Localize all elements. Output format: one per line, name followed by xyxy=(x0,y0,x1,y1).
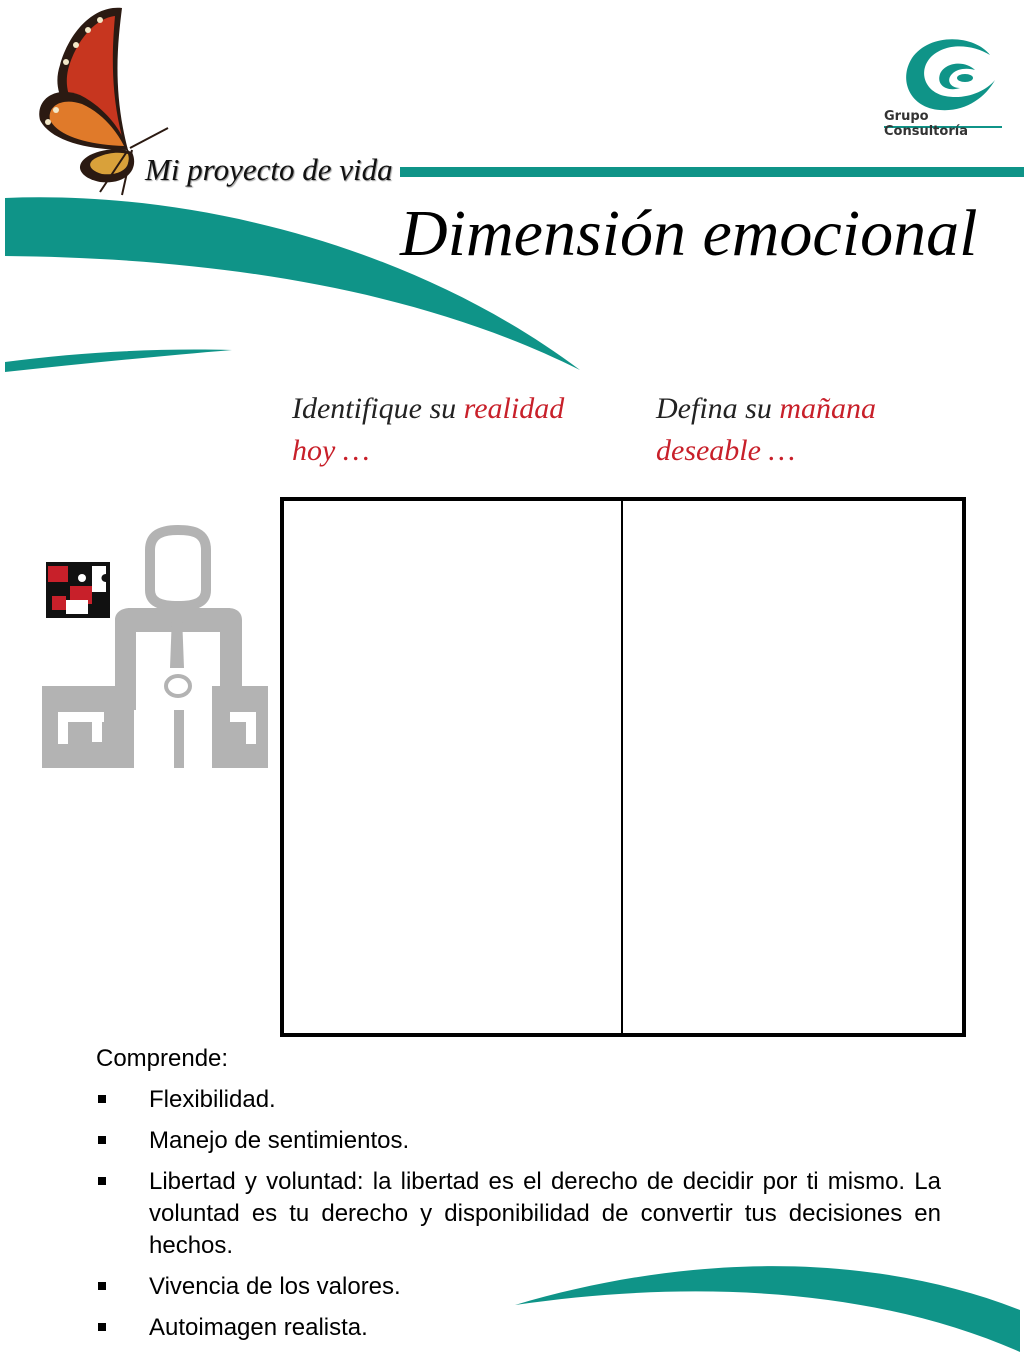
bullet-icon xyxy=(98,1323,106,1331)
answer-box-tomorrow[interactable] xyxy=(621,497,966,1037)
teal-header-bar xyxy=(400,167,1024,177)
column-header-left-ending: hoy … xyxy=(292,434,370,467)
column-header-right xyxy=(656,388,956,472)
page-title: Dimensión emocional xyxy=(400,197,978,270)
list-item xyxy=(96,1166,941,1262)
logo-line-1: Grupo xyxy=(884,109,929,124)
puzzle-icon xyxy=(46,562,110,618)
bullet-icon xyxy=(98,1095,106,1103)
logo-text xyxy=(884,109,994,139)
column-header-right-ending: deseable … xyxy=(656,434,796,467)
list-heading: Comprende: xyxy=(96,1045,229,1072)
bullet-icon xyxy=(98,1136,106,1144)
column-header-right-text: Defina su xyxy=(656,392,780,425)
list-item-text: Autoimagen realista. xyxy=(149,1314,368,1341)
list-item xyxy=(96,1084,941,1116)
answer-box-today[interactable] xyxy=(280,497,623,1037)
logo-line-2: Consultoría xyxy=(884,124,968,139)
bullet-icon xyxy=(98,1177,106,1185)
column-header-left xyxy=(292,388,592,472)
list-item xyxy=(96,1271,941,1303)
list-item-text: Vivencia de los valores. xyxy=(149,1273,401,1300)
list-item-text: Manejo de sentimientos. xyxy=(149,1127,410,1154)
column-header-right-highlight: mañana xyxy=(779,392,876,425)
bullet-icon xyxy=(98,1282,106,1290)
list-item xyxy=(96,1125,941,1157)
list-item xyxy=(96,1312,941,1344)
column-header-left-highlight: realidad xyxy=(463,392,565,425)
list-item-text: Libertad y voluntad: la libertad es el derecho de decidir por ti mismo. La voluntad es tu derecho y disponibilidad de convertir tus decisiones en hechos. xyxy=(149,1168,941,1259)
subtitle: Mi proyecto de vida xyxy=(145,152,393,187)
list-item-text: Flexibilidad. xyxy=(149,1086,276,1113)
comprende-list xyxy=(96,1084,941,1353)
teal-swoosh-thin xyxy=(5,350,232,373)
column-header-left-text: Identifique su xyxy=(292,392,464,425)
